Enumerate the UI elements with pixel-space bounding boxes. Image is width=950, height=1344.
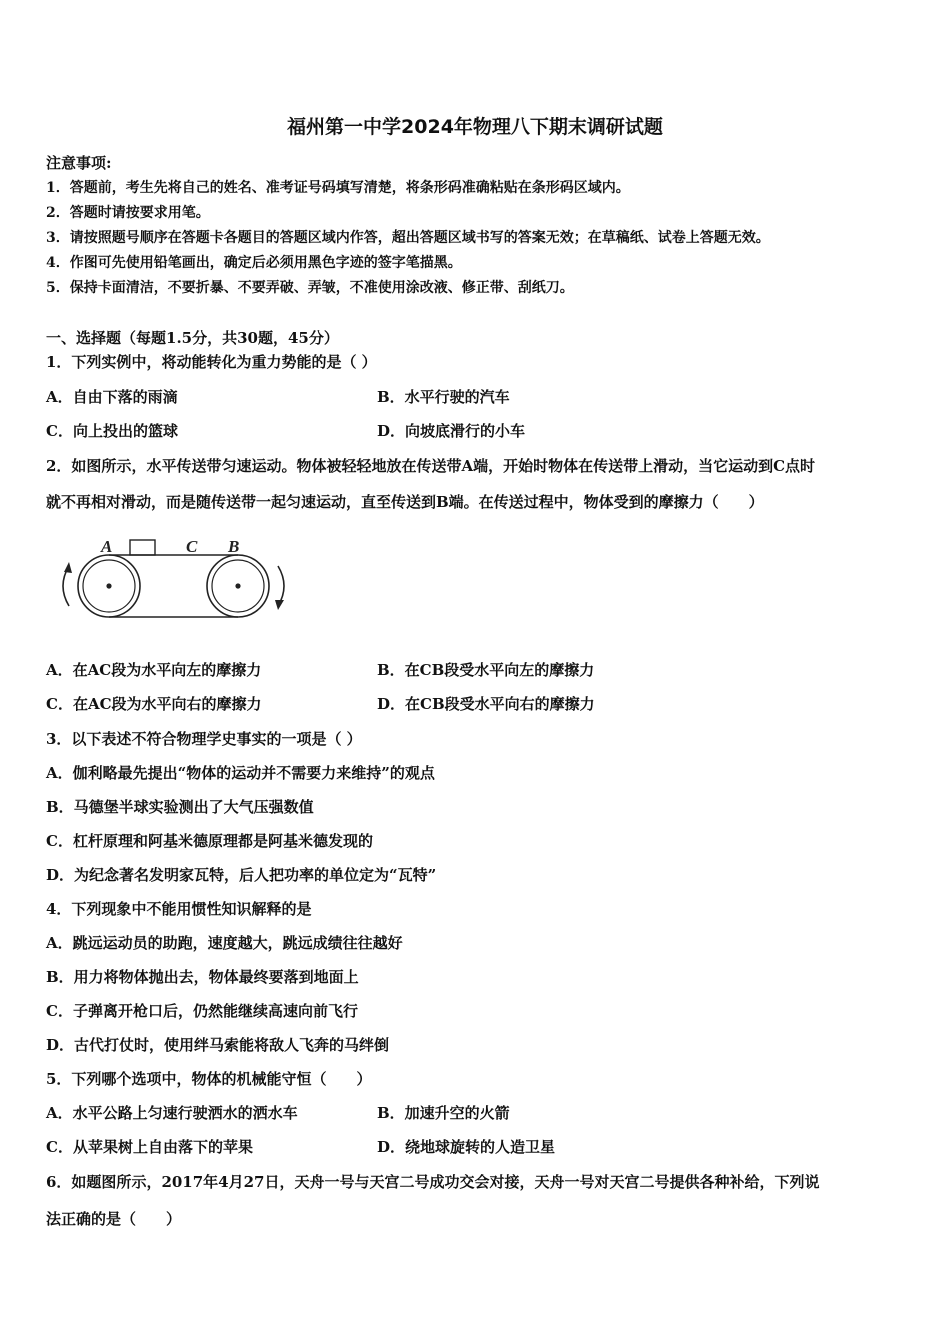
question-1-option-c: C．向上投出的篮球	[46, 422, 178, 440]
question-5-option-a: A．水平公路上匀速行驶洒水的洒水车	[46, 1104, 298, 1122]
notice-item-4: 4．作图可先使用铅笔画出，确定后必须用黑色字迹的签字笔描黑。	[46, 255, 462, 271]
question-2-option-a: A．在AC段为水平向左的摩擦力	[46, 661, 262, 679]
question-4-option-d: D．古代打仗时，使用绊马索能将敌人飞奔的马绊倒	[46, 1036, 390, 1054]
question-4-option-a: A．跳远运动员的助跑，速度越大，跳远成绩往往越好	[46, 934, 403, 952]
notice-item-2: 2．答题时请按要求用笔。	[46, 205, 210, 221]
question-2-stem-line-1: 2．如图所示，水平传送带匀速运动。物体被轻轻地放在传送带A端，开始时物体在传送带上滑动，当它运动到C点时	[46, 457, 816, 475]
notice-heading: 注意事项:	[46, 154, 112, 172]
question-4-option-c: C．子弹离开枪口后，仍然能继续高速向前飞行	[46, 1002, 358, 1020]
label-b: B	[228, 537, 240, 556]
page-title: 福州第一中学2024年物理八下期末调研试题	[287, 116, 663, 138]
question-1-option-a: A．自由下落的雨滴	[46, 388, 178, 406]
question-3-option-c: C．杠杆原理和阿基米德原理都是阿基米德发现的	[46, 832, 373, 850]
question-6-stem-line-1: 6．如题图所示，2017年4月27日，天舟一号与天宫二号成功交会对接，天舟一号对天宫二号提供各种补给，下列说	[46, 1173, 820, 1191]
question-4-stem: 4．下列现象中不能用惯性知识解释的是	[46, 900, 312, 918]
question-1-option-b: B．水平行驶的汽车	[377, 388, 510, 406]
notice-item-3: 3．请按照题号顺序在答题卡各题目的答题区域内作答，超出答题区域书写的答案无效；在草稿纸、试卷上答题无效。	[46, 230, 770, 246]
question-5-option-d: D．绕地球旋转的人造卫星	[377, 1138, 556, 1156]
question-5-stem: 5．下列哪个选项中，物体的机械能守恒（ ）	[46, 1070, 372, 1088]
question-4-option-b: B．用力将物体抛出去，物体最终要落到地面上	[46, 968, 359, 986]
question-3-option-a: A．伽利略最先提出“物体的运动并不需要力来维持”的观点	[46, 764, 435, 782]
question-1-option-d: D．向坡底滑行的小车	[377, 422, 526, 440]
question-2-option-d: D．在CB段受水平向右的摩擦力	[377, 695, 595, 713]
question-2-option-b: B．在CB段受水平向左的摩擦力	[377, 661, 595, 679]
section-heading: 一、选择题（每题1.5分，共30题，45分）	[46, 329, 339, 347]
notice-item-1: 1．答题前，考生先将自己的姓名、准考证号码填写清楚，将条形码准确粘贴在条形码区域内。	[46, 180, 630, 196]
object-block	[130, 540, 155, 555]
question-5-option-c: C．从苹果树上自由落下的苹果	[46, 1138, 253, 1156]
question-5-option-b: B．加速升空的火箭	[377, 1104, 510, 1122]
conveyor-belt-diagram	[55, 532, 305, 632]
question-2-option-c: C．在AC段为水平向右的摩擦力	[46, 695, 262, 713]
notice-item-5: 5．保持卡面清洁，不要折暴、不要弄破、弄皱，不准使用涂改液、修正带、刮纸刀。	[46, 280, 574, 296]
question-6-stem-line-2: 法正确的是（ ）	[46, 1210, 182, 1228]
question-3-stem: 3．以下表述不符合物理学史事实的一项是（ ）	[46, 730, 362, 748]
label-a: A	[101, 537, 113, 556]
question-3-option-b: B．马德堡半球实验测出了大气压强数值	[46, 798, 314, 816]
question-2-stem-line-2: 就不再相对滑动，而是随传送带一起匀速运动，直至传送到B端。在传送过程中，物体受到的摩擦力（ ）	[46, 493, 764, 511]
question-3-option-d: D．为纪念著名发明家瓦特，后人把功率的单位定为“瓦特”	[46, 866, 437, 884]
question-1-stem: 1．下列实例中，将动能转化为重力势能的是（ ）	[46, 353, 377, 371]
label-c: C	[186, 537, 198, 556]
